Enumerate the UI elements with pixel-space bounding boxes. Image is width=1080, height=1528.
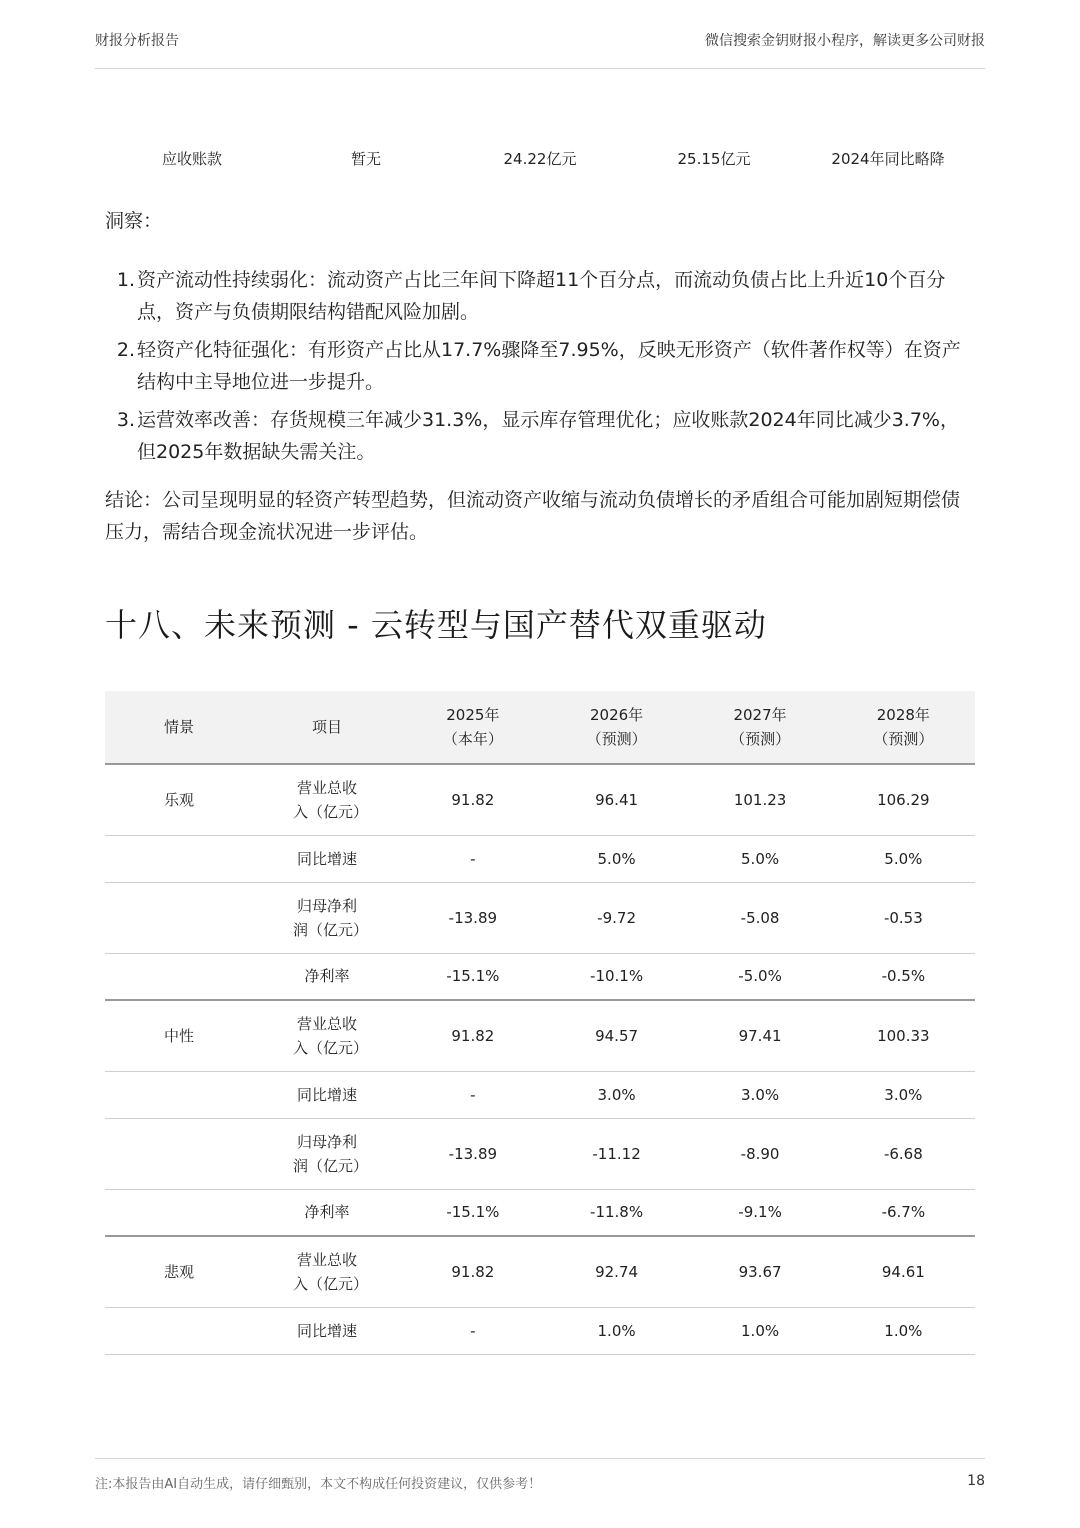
table-cell: -9.72: [597, 908, 636, 927]
table-cell: -6.7%: [881, 1203, 926, 1222]
table-cell: 92.74: [595, 1262, 639, 1281]
table-cell: 净利率: [304, 1203, 350, 1222]
table-cell: 3.0%: [741, 1085, 780, 1104]
column-header: 2025年（本年）: [401, 691, 545, 764]
table-cell: 91.82: [451, 1262, 495, 1281]
table-cell: 96.41: [595, 790, 639, 809]
table-row: [105, 764, 975, 835]
table-cell: 1.0%: [741, 1321, 780, 1340]
table-row: [105, 835, 975, 882]
disclaimer-note: 注:本报告由AI自动生成，请仔细甄别，本文不构成任何投资建议，仅供参考！: [95, 1477, 542, 1492]
table-row: [105, 1071, 975, 1118]
table-cell: 营业总收入（亿元）: [293, 778, 369, 821]
table-cell: 同比增速: [296, 1321, 357, 1340]
table-cell: [105, 835, 253, 882]
table-cell: 94.61: [881, 1262, 925, 1281]
table-row: [105, 1236, 975, 1307]
table-cell: 同比增速: [296, 849, 357, 868]
column-header: 2028年（预测）: [832, 691, 975, 764]
list-text: 运营效率改善：存货规模三年减少31.3%，显示库存管理优化；应收账款2024年同比减少3.7%，但2025年数据缺失需关注。: [137, 409, 959, 463]
table-cell: 1.0%: [884, 1321, 923, 1340]
table-cell: -11.8%: [590, 1203, 644, 1222]
table-cell: 25.15亿元: [677, 150, 751, 168]
insights-title: 洞察：: [105, 210, 163, 232]
table-cell: 24.22亿元: [503, 150, 577, 168]
table-cell: -5.0%: [738, 967, 782, 986]
table-row: [105, 1189, 975, 1236]
table-cell: -0.53: [883, 908, 923, 927]
list-number: 1.: [116, 269, 135, 291]
table-cell: -5.08: [740, 908, 780, 927]
insights-list: [105, 264, 975, 474]
table-row: [105, 953, 975, 1000]
table-cell: -: [470, 1085, 476, 1104]
list-number: 2.: [116, 339, 135, 361]
table-cell: -6.68: [883, 1144, 923, 1163]
page-header: [95, 28, 985, 69]
table-cell: 净利率: [304, 967, 350, 986]
table-cell: 91.82: [451, 1026, 495, 1045]
forecast-table: [105, 691, 975, 1355]
table-cell: 营业总收入（亿元）: [293, 1014, 369, 1057]
column-header: 情景: [105, 691, 253, 764]
list-text: 轻资产化特征强化：有形资产占比从17.7%骤降至7.95%，反映无形资产（软件著作权等）在资产结构中主导地位进一步提升。: [137, 339, 961, 393]
table-cell: 乐观: [163, 790, 194, 809]
table-cell: 营业总收入（亿元）: [293, 1250, 369, 1293]
table-cell: 101.23: [733, 790, 787, 809]
table-cell: 91.82: [451, 790, 495, 809]
table-row: [105, 882, 975, 953]
table-cell: 暂无: [350, 150, 381, 168]
table-cell: [105, 953, 253, 1000]
report-title: 财报分析报告: [95, 33, 179, 49]
table-cell: -15.1%: [446, 967, 500, 986]
table-cell: -9.1%: [738, 1203, 782, 1222]
list-text: 资产流动性持续弱化：流动资产占比三年间下降超11个百分点，而流动负债占比上升近10个百分点，资产与负债期限结构错配风险加剧。: [137, 269, 946, 323]
table-cell: -13.89: [448, 908, 498, 927]
table-cell: -10.1%: [590, 967, 644, 986]
table-cell: 应收账款: [161, 150, 222, 168]
table-cell: 悲观: [163, 1262, 194, 1281]
table-cell: 3.0%: [884, 1085, 923, 1104]
table-cell: 归母净利润（亿元）: [293, 1132, 369, 1175]
table-cell: [105, 1071, 253, 1118]
table-cell: 5.0%: [884, 849, 923, 868]
column-header: 2027年（预测）: [688, 691, 831, 764]
table-cell: [105, 1307, 253, 1354]
table-cell: [105, 882, 253, 953]
table-cell: -8.90: [740, 1144, 780, 1163]
table-cell: 97.41: [738, 1026, 782, 1045]
column-header: 2026年（预测）: [545, 691, 689, 764]
table-cell: 106.29: [877, 790, 930, 809]
table-cell: [105, 1189, 253, 1236]
table-cell: 归母净利润（亿元）: [293, 896, 369, 939]
table-cell: 94.57: [595, 1026, 639, 1045]
list-number: 3.: [116, 409, 135, 431]
table-cell: -11.12: [592, 1144, 641, 1163]
table-cell: 同比增速: [296, 1085, 357, 1104]
table-row: [105, 1118, 975, 1189]
section-title: 十八、未来预测 - 云转型与国产替代双重驱动: [105, 606, 767, 644]
table-cell: -: [470, 849, 476, 868]
table-cell: 100.33: [877, 1026, 930, 1045]
table-header-row: [105, 691, 975, 764]
table-row: [105, 1000, 975, 1071]
table-cell: -: [470, 1321, 476, 1340]
table-cell: -15.1%: [446, 1203, 500, 1222]
list-item: [105, 404, 975, 468]
table-cell: 5.0%: [741, 849, 780, 868]
table-cell: 5.0%: [597, 849, 636, 868]
table-cell: [105, 1118, 253, 1189]
header-promo: 微信搜索金钥财报小程序，解读更多公司财报: [705, 33, 985, 49]
table-cell: 3.0%: [597, 1085, 636, 1104]
table-cell: 中性: [163, 1026, 194, 1045]
table-cell: 93.67: [738, 1262, 782, 1281]
list-item: [105, 264, 975, 328]
table-row: [105, 1307, 975, 1354]
page-number: 18: [967, 1473, 985, 1489]
table-cell: -0.5%: [881, 967, 926, 986]
list-item: [105, 334, 975, 398]
table-cell: 1.0%: [597, 1321, 636, 1340]
table-cell: 2024年同比略降: [831, 150, 945, 168]
conclusion-paragraph: 结论：公司呈现明显的轻资产转型趋势，但流动资产收缩与流动负债增长的矛盾组合可能加剧短期偿债压力，需结合现金流状况进一步评估。: [105, 489, 961, 543]
table-carryover-row: [105, 148, 975, 172]
table-cell: -13.89: [448, 1144, 498, 1163]
column-header: 项目: [253, 691, 401, 764]
page-footer: [95, 1458, 985, 1492]
